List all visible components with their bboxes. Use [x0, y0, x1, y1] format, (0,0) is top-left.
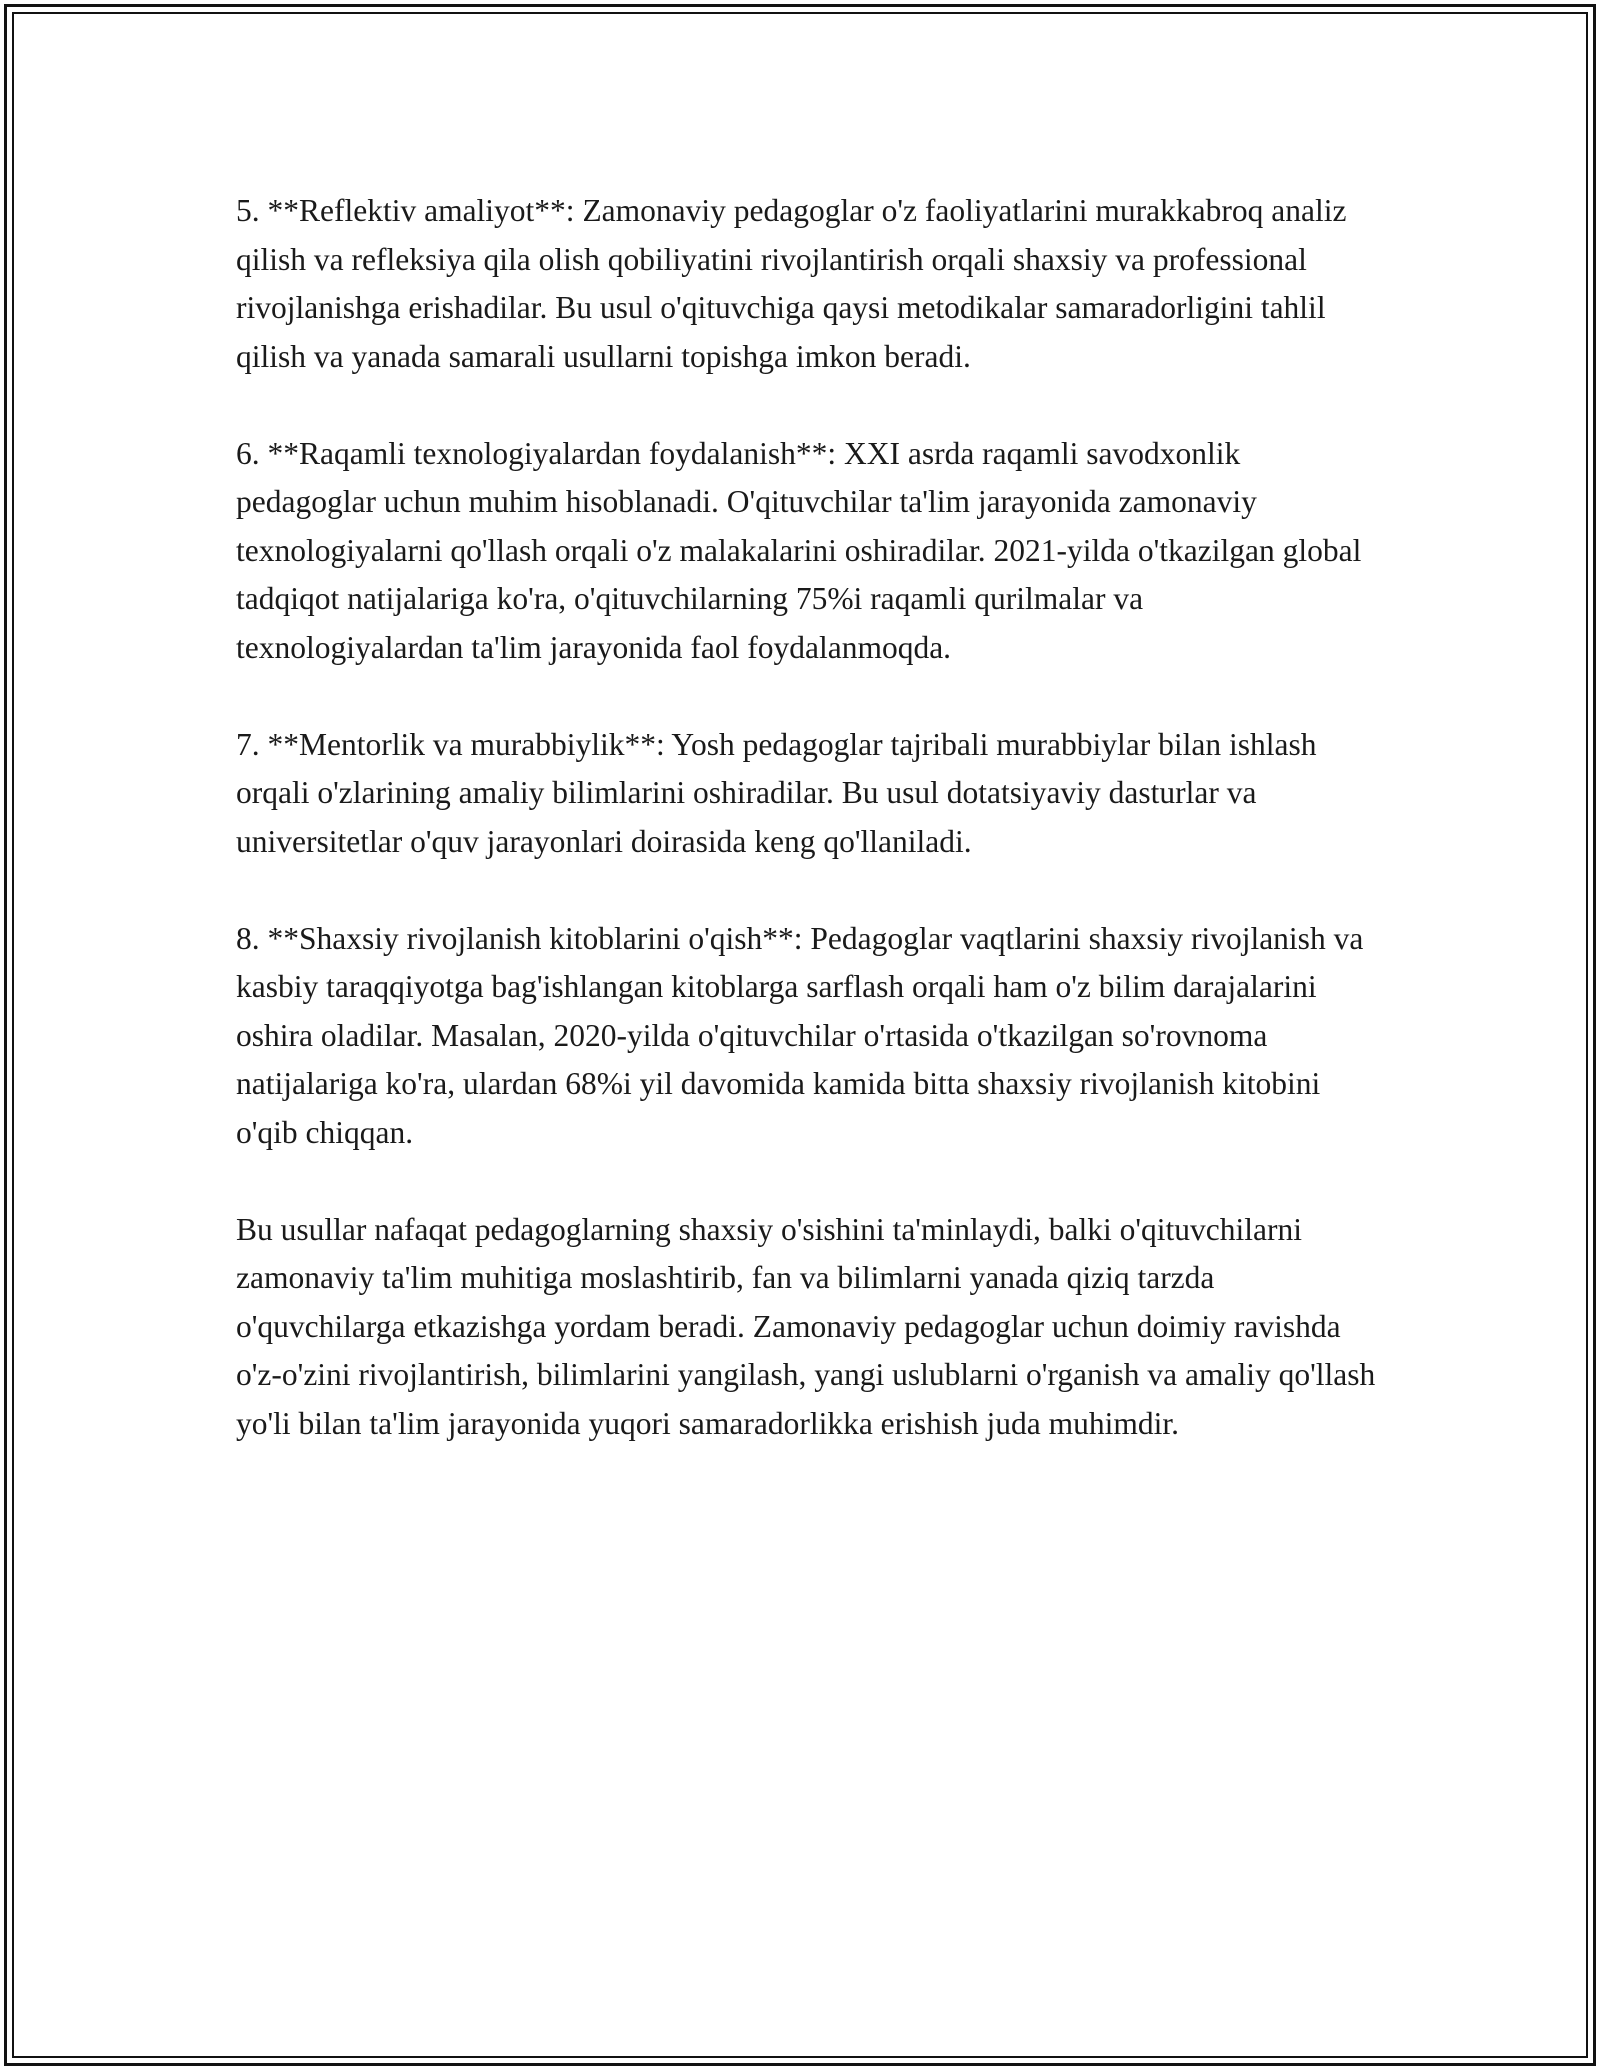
paragraph-shaxsiy-rivojlanish: 8. **Shaxsiy rivojlanish kitoblarini o'qish**: Pedagoglar vaqtlarini shaxsiy rivojlanish va kasbiy taraqqiyotga bag'ishlangan kitoblarga sarflash orqali ham o'z bilim darajalarini oshira oladilar. Masalan, 2020-yilda o'qituvchilar o'rtasida o'tkazilgan so'rovnoma natijalariga ko'ra, ulardan 68%i yil davomida kamida bitta shaxsiy rivojlanish kitobini o'qib chiqqan.: [236, 920, 1364, 1150]
document-body: [236, 187, 1376, 1497]
paragraph-conclusion: Bu usullar nafaqat pedagoglarning shaxsiy o'sishini ta'minlaydi, balki o'qituvchilarni zamonaviy ta'lim muhitiga moslashtirib, fan va bilimlarni yanada qiziq tarzda o'quvchilarga etkazishga yordam beradi. Zamonaviy pedagoglar uchun doimiy ravishda o'z-o'zini rivojlantirish, bilimlarini yangilash, yangi uslublarni o'rganish va amaliy qo'llash yo'li bilan ta'lim jarayonida yuqori samaradorlikka erishish juda muhimdir.: [236, 1211, 1376, 1441]
paragraph-raqamli-texnologiyalar: 6. **Raqamli texnologiyalardan foydalanish**: XXI asrda raqamli savodxonlik pedagoglar uchun muhim hisoblanadi. O'qituvchilar ta'lim jarayonida zamonaviy texnologiyalarni qo'llash orqali o'z malakalarini oshiradilar. 2021-yilda o'tkazilgan global tadqiqot natijalariga ko'ra, o'qituvchilarning 75%i raqamli qurilmalar va texnologiyalardan ta'lim jarayonida faol foydalanmoqda.: [236, 435, 1362, 665]
paragraph-reflektiv-amaliyot: 5. **Reflektiv amaliyot**: Zamonaviy pedagoglar o'z faoliyatlarini murakkabroq analiz qilish va refleksiya qila olish qobiliyatini rivojlantirish orqali shaxsiy va professional rivojlanishga erishadilar. Bu usul o'qituvchiga qaysi metodikalar samaradorligini tahlil qilish va yanada samarali usullarni topishga imkon beradi.: [236, 193, 1347, 374]
paragraph-mentorlik: 7. **Mentorlik va murabbiylik**: Yosh pedagoglar tajribali murabbiylar bilan ishlash orqali o'zlarining amaliy bilimlarini oshiradilar. Bu usul dotatsiyaviy dasturlar va universitetlar o'quv jarayonlari doirasida keng qo'llaniladi.: [236, 726, 1317, 859]
